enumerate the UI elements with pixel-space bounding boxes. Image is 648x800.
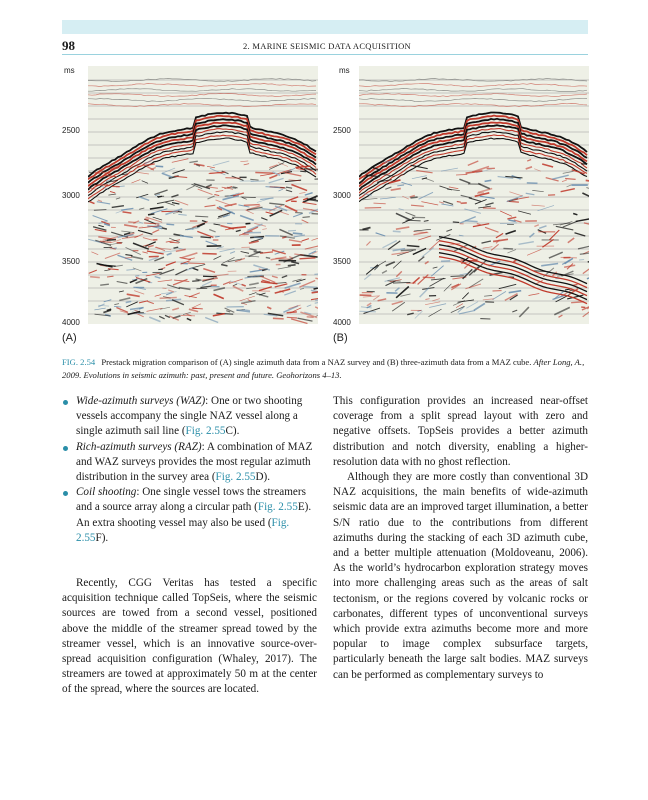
- seismic-section-a: [88, 66, 318, 324]
- seismic-event: [90, 277, 100, 278]
- tick-label: 2500: [333, 126, 351, 135]
- seismic-event: [303, 217, 310, 218]
- seismic-event: [192, 281, 199, 282]
- seismic-event: [215, 236, 220, 237]
- figure-reference-link[interactable]: Fig. 2.55: [185, 425, 226, 438]
- seismic-event: [174, 247, 179, 248]
- seismic-event: [493, 291, 502, 292]
- list-item: Rich-azimuth surveys (RAZ): A combination of MAZ and WAZ surveys provides the most regular azimuth distribution in the survey area (Fig. 2.55D).: [62, 440, 317, 486]
- seismic-event: [300, 258, 316, 259]
- page-number: 98: [62, 38, 75, 53]
- seismic-event: [300, 171, 306, 172]
- list-item: Coil shooting: One single vessel tows the streamers and a source array along a circular path (Fig. 2.55E). An extra shooting vessel may also be used (Fig. 2.55F).: [62, 485, 317, 546]
- seismic-event: [166, 224, 174, 225]
- axis-unit-label: ms: [339, 66, 350, 75]
- figure-reference-link[interactable]: Fig. 2.55: [76, 516, 290, 544]
- seismic-event: [100, 241, 112, 242]
- figure-panel-b: [333, 64, 593, 330]
- tick-label: 4000: [62, 318, 80, 327]
- seismic-event: [266, 257, 270, 258]
- tick-label: 4000: [333, 318, 351, 327]
- seismic-event: [401, 250, 416, 251]
- seismic-event: [273, 318, 284, 319]
- seismic-event: [255, 173, 272, 174]
- seismic-section-b: [359, 66, 589, 324]
- seismic-event: [100, 284, 109, 285]
- caption-source: After Long, A., 2009. Evolutions in seismic azimuth: past, present and future. Geohorizons 4–13.: [62, 357, 585, 380]
- azimuth-survey-list: [62, 394, 317, 546]
- seismic-event: [225, 178, 240, 179]
- seismic-event: [457, 202, 461, 203]
- axis-unit-label: ms: [64, 66, 75, 75]
- seismic-event: [293, 233, 303, 234]
- tick-label: 3000: [333, 191, 351, 200]
- seismic-event: [287, 317, 297, 318]
- figure-caption: [62, 356, 588, 381]
- right-column: [333, 394, 588, 683]
- figure-panel-a: [62, 64, 322, 330]
- seismic-event: [160, 298, 177, 299]
- running-head: 2. MARINE SEISMIC DATA ACQUISITION: [243, 41, 411, 51]
- caption-text: Prestack migration comparison of (A) single azimuth data from a NAZ survey and (B) three-azimuth data from a MAZ cube.: [101, 357, 532, 367]
- seismic-event: [314, 288, 318, 289]
- figure-number: FIG. 2.54: [62, 357, 96, 367]
- seismic-event: [241, 197, 256, 198]
- panel-b-label: (B): [333, 332, 348, 344]
- seismic-event: [374, 203, 386, 204]
- seismic-event: [107, 240, 116, 241]
- header-rule: [62, 54, 588, 55]
- seismic-event: [288, 230, 296, 231]
- seismic-event: [145, 219, 149, 220]
- seismic-event: [178, 211, 182, 212]
- seismic-event: [244, 205, 260, 206]
- seismic-event: [359, 311, 376, 312]
- tick-label: 3500: [62, 257, 80, 266]
- seismic-event: [201, 237, 212, 238]
- panel-a-label: (A): [62, 332, 77, 344]
- tick-label: 2500: [62, 126, 80, 135]
- seismic-event: [288, 265, 296, 266]
- figure-reference-link[interactable]: Fig. 2.55: [215, 471, 256, 484]
- seismic-event: [156, 166, 164, 167]
- seismic-event: [393, 231, 401, 232]
- tick-label: 3500: [333, 257, 351, 266]
- seismic-event: [485, 180, 492, 181]
- seismic-event: [287, 312, 297, 313]
- seismic-event: [503, 248, 513, 249]
- seismic-event: [170, 242, 179, 243]
- seismic-event: [451, 276, 464, 277]
- body-paragraph: Recently, CGG Veritas has tested a specific acquisition technique called TopSeis, where the seismic sources are towed from a second vessel, positioned above the middle of the streamer spread towed by the streamer vessel, which is an innovative source-over-spread acquisition configuration (Whaley, 2017). The streamers are towed at approximately 50 m at the center of the spread, where the sources are located.: [62, 577, 317, 696]
- seismic-event: [135, 276, 139, 277]
- seismic-event: [104, 247, 113, 248]
- seismic-event: [202, 254, 216, 255]
- seismic-event: [465, 221, 478, 222]
- left-column: [62, 394, 317, 698]
- seismic-event: [303, 286, 318, 287]
- seismic-event: [295, 213, 302, 214]
- body-paragraph: This configuration provides an increased near-offset coverage from a split spread layout with zero and negative offsets. TopSeis provides a better azimuth distribution and notch diversity, enabling a higher-resolution data with no ghost reflection.: [333, 395, 588, 468]
- tick-label: 3000: [62, 191, 80, 200]
- seismic-event: [453, 222, 459, 223]
- figure-reference-link[interactable]: Fig. 2.55: [257, 501, 298, 514]
- body-paragraph: Although they are more costly than conventional 3D NAZ acquisitions, the main benefits of wide-azimuth seismic data are an improved target illumination, a better S/N ratio due to the contributions from different azimuths during the stacking of each 3D azimuth cube, and a better multiple attenuation (Moldoveanu, 2006). As the world’s hydrocarbon exploration strategy moves into more challenging areas such as the areas of salt tectonism, or the regions covered by volcanic rocks or carbonates, different types of unconventional surveys which provide extra azimuths become more and more popular to image complex subsurface targets, particularly beneath the large salt bodies. MAZ surveys can be performed as complementary surveys to: [333, 471, 588, 681]
- seismic-event: [139, 227, 143, 228]
- seismic-event: [411, 197, 418, 198]
- seismic-event: [94, 173, 100, 174]
- seismic-event: [195, 216, 208, 217]
- seismic-event: [423, 277, 435, 278]
- seismic-event: [148, 214, 154, 215]
- header-color-bar: [62, 20, 588, 34]
- list-item: Wide-azimuth surveys (WAZ): One or two shooting vessels accompany the single NAZ vessel along a single azimuth sail line (Fig. 2.55C).: [62, 394, 317, 440]
